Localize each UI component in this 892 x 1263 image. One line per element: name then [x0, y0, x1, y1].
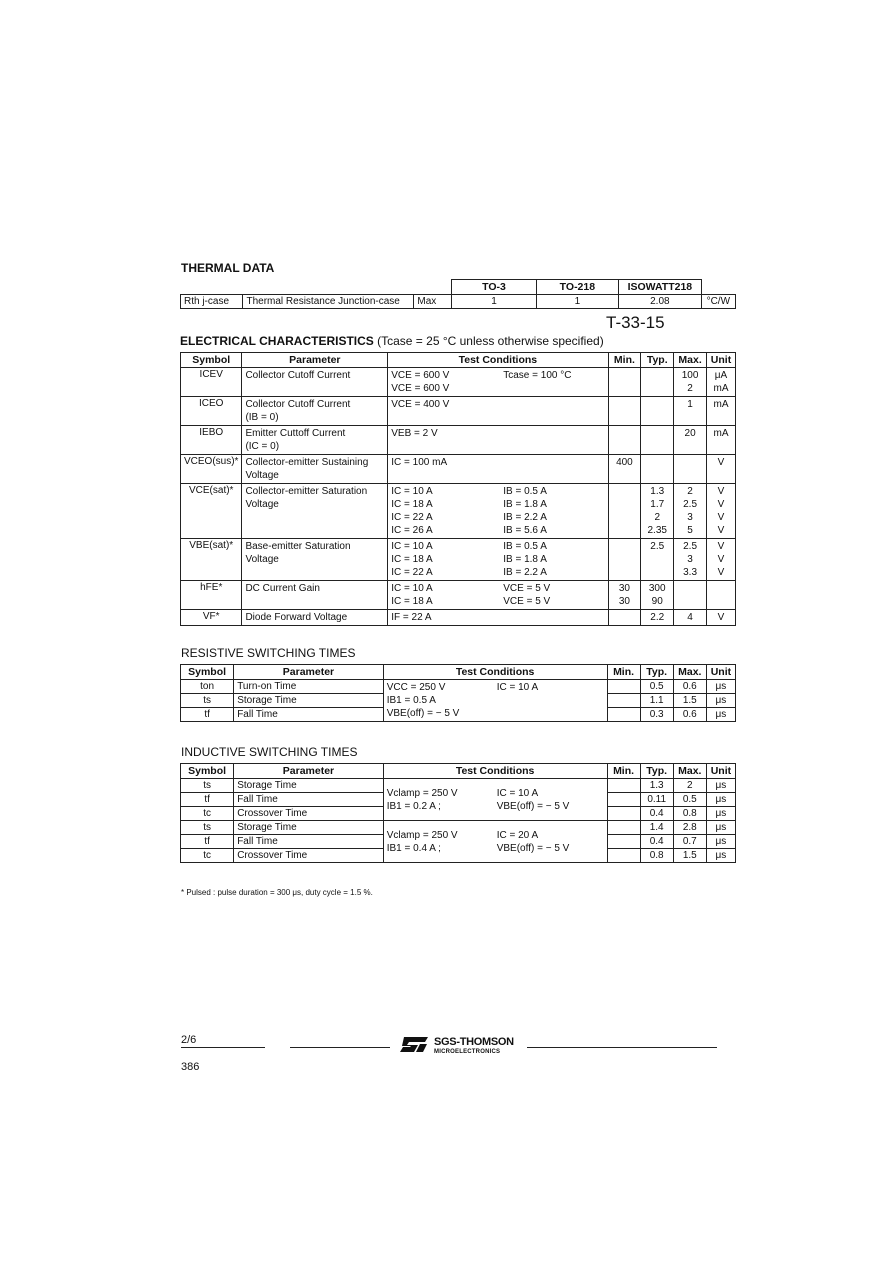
res-symbol: ton — [181, 680, 234, 694]
table-row — [181, 821, 736, 835]
elec-param-line: Voltage — [245, 499, 279, 510]
elec-cond-2: IB = 2.2 A — [503, 567, 547, 578]
thermal-value-to3: 1 — [452, 295, 536, 309]
elec-max — [674, 368, 707, 397]
ind-symbol: tf — [181, 835, 234, 849]
res-unit: μs — [706, 680, 735, 694]
elec-typ — [641, 539, 674, 581]
elec-unit-line: V — [717, 512, 725, 523]
elec-unit — [707, 610, 736, 626]
elec-param — [242, 610, 388, 626]
elec-symbol: IEBO — [181, 426, 242, 455]
ind-cond-ic-2: IC = 20 A — [496, 829, 539, 841]
elec-unit-line: mA — [713, 399, 729, 410]
footnote: * Pulsed : pulse duration = 300 μs, duty cycle = 1.5 %. — [181, 888, 373, 897]
ind-header-conditions: Test Conditions — [383, 764, 607, 779]
elec-symbol: hFE* — [181, 581, 242, 610]
res-header-min: Min. — [607, 665, 640, 680]
elec-max-line: 5 — [687, 525, 693, 536]
elec-min-line: 30 — [618, 583, 630, 594]
elec-cond-2: IB = 1.8 A — [503, 499, 547, 510]
ind-max: 2 — [673, 779, 706, 793]
elec-typ — [641, 455, 674, 484]
elec-max-line: 100 — [681, 370, 699, 381]
ind-unit: μs — [706, 807, 735, 821]
table-row — [181, 397, 736, 426]
elec-header-min: Min. — [608, 353, 641, 368]
elec-typ-line: 2.2 — [650, 612, 665, 623]
res-typ: 1.1 — [640, 694, 673, 708]
thermal-unit: °C/W — [701, 295, 735, 309]
ind-param: Storage Time — [234, 779, 384, 793]
res-max: 0.6 — [673, 708, 706, 722]
ind-max: 0.5 — [673, 793, 706, 807]
elec-min — [608, 368, 641, 397]
elec-cond: IC = 10 A — [391, 486, 433, 497]
thermal-symbol: Rth j-case — [181, 295, 243, 309]
elec-max-line: 4 — [687, 612, 693, 623]
st-logo-icon — [398, 1035, 430, 1053]
elec-header-symbol: Symbol — [181, 353, 242, 368]
table-row — [181, 779, 736, 793]
elec-max-line: 2 — [687, 383, 693, 394]
ind-header-symbol: Symbol — [181, 764, 234, 779]
elec-symbol: VBE(sat)* — [181, 539, 242, 581]
ind-typ: 0.11 — [640, 793, 673, 807]
ind-symbol: ts — [181, 779, 234, 793]
elec-cond-2: VCE = 5 V — [503, 596, 551, 607]
elec-typ-line: 1.3 — [650, 486, 665, 497]
ind-typ: 1.3 — [640, 779, 673, 793]
ind-header-typ: Typ. — [640, 764, 673, 779]
table-row — [181, 680, 736, 694]
elec-param-line: Emitter Cuttoff Current — [245, 428, 346, 439]
elec-max — [674, 610, 707, 626]
electrical-condition: (Tcase = 25 °C unless otherwise specified) — [377, 334, 604, 348]
elec-max — [674, 581, 707, 610]
elec-cond: VCE = 600 V — [391, 383, 450, 394]
elec-max-line: 3.3 — [683, 567, 698, 578]
elec-typ-line: 90 — [651, 596, 663, 607]
elec-param-line: Collector Cutoff Current — [245, 370, 351, 381]
res-typ: 0.3 — [640, 708, 673, 722]
elec-cond: IC = 100 mA — [391, 457, 448, 468]
thermal-qualifier: Max — [414, 295, 452, 309]
ind-param: Crossover Time — [234, 807, 384, 821]
brand-sub: MICROELECTRONICS — [434, 1049, 501, 1055]
thermal-title: THERMAL DATA — [181, 261, 275, 275]
table-row — [181, 610, 736, 626]
ind-symbol: ts — [181, 821, 234, 835]
elec-param-line: Diode Forward Voltage — [245, 612, 348, 623]
elec-unit-line: V — [717, 554, 725, 565]
res-param: Storage Time — [234, 694, 384, 708]
table-row — [181, 581, 736, 610]
elec-max — [674, 539, 707, 581]
ind-conditions-1 — [383, 779, 607, 821]
ind-cond-vbe: VBE(off) = − 5 V — [496, 800, 570, 812]
ind-unit: μs — [706, 793, 735, 807]
elec-typ — [641, 484, 674, 539]
ind-param: Fall Time — [234, 835, 384, 849]
electrical-table — [180, 352, 736, 626]
elec-unit-line: mA — [713, 428, 729, 439]
res-cond-ic: IC = 10 A — [496, 682, 539, 693]
ind-symbol: tc — [181, 807, 234, 821]
elec-min — [608, 484, 641, 539]
elec-unit-line: V — [717, 567, 725, 578]
elec-max-line: 3 — [687, 512, 693, 523]
elec-min — [608, 397, 641, 426]
table-row — [181, 455, 736, 484]
res-conditions — [383, 680, 607, 722]
elec-param — [242, 455, 388, 484]
elec-cond: VCE = 400 V — [391, 399, 450, 410]
ind-unit: μs — [706, 849, 735, 863]
res-cond-vbe: VBE(off) = − 5 V — [386, 708, 460, 719]
elec-header-max: Max. — [674, 353, 707, 368]
elec-unit-line: V — [717, 457, 725, 468]
elec-unit-line: V — [717, 525, 725, 536]
ind-cond-vclamp-2: Vclamp = 250 V — [386, 829, 458, 841]
table-row — [181, 539, 736, 581]
ind-cond-ib1: IB1 = 0.2 A ; — [386, 800, 441, 812]
elec-max — [674, 397, 707, 426]
ind-param: Crossover Time — [234, 849, 384, 863]
res-header-max: Max. — [673, 665, 706, 680]
elec-cond: IC = 22 A — [391, 512, 433, 523]
elec-cond: IC = 18 A — [391, 554, 433, 565]
ind-unit: μs — [706, 779, 735, 793]
ind-param: Storage Time — [234, 821, 384, 835]
elec-unit — [707, 368, 736, 397]
res-max: 1.5 — [673, 694, 706, 708]
thermal-header-to218: TO-218 — [536, 280, 618, 295]
thermal-table — [180, 279, 736, 309]
res-header-symbol: Symbol — [181, 665, 234, 680]
elec-min — [608, 581, 641, 610]
table-row — [181, 426, 736, 455]
elec-cond: IF = 22 A — [391, 612, 432, 623]
elec-param — [242, 426, 388, 455]
elec-unit — [707, 397, 736, 426]
ind-max: 2.8 — [673, 821, 706, 835]
thermal-header-to3: TO-3 — [452, 280, 536, 295]
elec-typ-line: 300 — [648, 583, 666, 594]
elec-conditions — [388, 397, 608, 426]
res-cond-vcc: VCC = 250 V — [386, 682, 446, 693]
ind-symbol: tf — [181, 793, 234, 807]
elec-min — [608, 539, 641, 581]
elec-max-line: 20 — [684, 428, 696, 439]
elec-conditions — [388, 484, 608, 539]
res-header-unit: Unit — [706, 665, 735, 680]
res-unit: μs — [706, 708, 735, 722]
elec-cond: IC = 26 A — [391, 525, 433, 536]
elec-min-line: 30 — [618, 596, 630, 607]
elec-param — [242, 539, 388, 581]
ind-header-max: Max. — [673, 764, 706, 779]
elec-typ — [641, 397, 674, 426]
elec-header-parameter: Parameter — [242, 353, 388, 368]
footer-rule-mid — [290, 1047, 390, 1048]
res-param: Turn-on Time — [234, 680, 384, 694]
elec-param-line: Voltage — [245, 470, 279, 481]
elec-typ-line: 2.5 — [650, 541, 665, 552]
elec-symbol: ICEO — [181, 397, 242, 426]
elec-min-line: 400 — [616, 457, 633, 468]
elec-max-line: 2.5 — [683, 499, 698, 510]
res-header-typ: Typ. — [640, 665, 673, 680]
elec-unit — [707, 581, 736, 610]
thermal-value-isowatt: 2.08 — [619, 295, 702, 309]
elec-min — [608, 455, 641, 484]
footer-rule-left — [181, 1047, 265, 1048]
elec-min — [608, 610, 641, 626]
elec-param-line: Collector-emitter Sustaining — [245, 457, 369, 468]
elec-max-line: 2 — [687, 486, 693, 497]
ind-typ: 0.4 — [640, 835, 673, 849]
ind-max: 0.7 — [673, 835, 706, 849]
elec-unit-line: V — [717, 541, 725, 552]
elec-symbol: VCEO(sus)* — [181, 455, 242, 484]
elec-conditions — [388, 610, 608, 626]
elec-param-line: Base-emitter Saturation — [245, 541, 351, 552]
thermal-parameter: Thermal Resistance Junction-case — [243, 295, 414, 309]
elec-cond: IC = 18 A — [391, 499, 433, 510]
ind-cond-vbe-2: VBE(off) = − 5 V — [496, 842, 570, 854]
ind-header-parameter: Parameter — [234, 764, 384, 779]
elec-cond-2: IB = 0.5 A — [503, 541, 547, 552]
elec-header-conditions: Test Conditions — [388, 353, 608, 368]
elec-param-line: Collector Cutoff Current — [245, 399, 351, 410]
ind-cond-ic: IC = 10 A — [496, 787, 539, 799]
res-symbol: ts — [181, 694, 234, 708]
inductive-title: INDUCTIVE SWITCHING TIMES — [181, 745, 358, 759]
elec-conditions — [388, 426, 608, 455]
brand-name: SGS-THOMSON — [434, 1036, 514, 1048]
res-header-conditions: Test Conditions — [383, 665, 607, 680]
elec-cond-2: IB = 2.2 A — [503, 512, 547, 523]
footer-rule-right — [527, 1047, 717, 1048]
elec-param — [242, 397, 388, 426]
elec-max — [674, 455, 707, 484]
electrical-title: ELECTRICAL CHARACTERISTICS — [180, 334, 374, 348]
elec-max — [674, 484, 707, 539]
res-max: 0.6 — [673, 680, 706, 694]
page-fraction: 2/6 — [181, 1034, 197, 1046]
ind-unit: μs — [706, 821, 735, 835]
elec-unit-line: μA — [714, 370, 728, 381]
ind-typ: 0.4 — [640, 807, 673, 821]
elec-unit — [707, 484, 736, 539]
table-row — [181, 484, 736, 539]
elec-conditions — [388, 539, 608, 581]
thermal-value-to218: 1 — [536, 295, 618, 309]
res-cond-ib1: IB1 = 0.5 A — [386, 695, 436, 706]
table-row — [181, 368, 736, 397]
ind-unit: μs — [706, 835, 735, 849]
elec-unit-line: V — [717, 486, 725, 497]
resistive-title: RESISTIVE SWITCHING TIMES — [181, 646, 356, 660]
elec-conditions — [388, 581, 608, 610]
elec-cond-2: VCE = 5 V — [503, 583, 551, 594]
res-header-parameter: Parameter — [234, 665, 384, 680]
res-symbol: tf — [181, 708, 234, 722]
thermal-header-isowatt: ISOWATT218 — [619, 280, 702, 295]
elec-cond: IC = 10 A — [391, 541, 433, 552]
elec-typ-line: 2 — [654, 512, 660, 523]
elec-param-line: (IB = 0) — [245, 412, 279, 423]
elec-cond-2: Tcase = 100 °C — [503, 370, 572, 381]
electrical-heading — [180, 334, 604, 348]
elec-param-line: DC Current Gain — [245, 583, 320, 594]
elec-typ — [641, 368, 674, 397]
elec-typ — [641, 426, 674, 455]
ind-cond-ib1-2: IB1 = 0.4 A ; — [386, 842, 441, 854]
elec-cond-2: IB = 1.8 A — [503, 554, 547, 565]
ind-max: 0.8 — [673, 807, 706, 821]
ind-typ: 0.8 — [640, 849, 673, 863]
elec-param — [242, 368, 388, 397]
ind-header-unit: Unit — [706, 764, 735, 779]
elec-symbol: ICEV — [181, 368, 242, 397]
elec-param — [242, 581, 388, 610]
elec-header-typ: Typ. — [641, 353, 674, 368]
elec-min — [608, 426, 641, 455]
elec-cond: VEB = 2 V — [391, 428, 438, 439]
elec-cond-2: IB = 0.5 A — [503, 486, 547, 497]
elec-param-line: (IC = 0) — [245, 441, 280, 452]
elec-typ-line: 1.7 — [650, 499, 665, 510]
ind-symbol: tc — [181, 849, 234, 863]
elec-typ-line: 2.35 — [647, 525, 667, 536]
ind-header-min: Min. — [607, 764, 640, 779]
ind-param: Fall Time — [234, 793, 384, 807]
ind-max: 1.5 — [673, 849, 706, 863]
elec-cond: VCE = 600 V — [391, 370, 450, 381]
elec-param-line: Voltage — [245, 554, 279, 565]
res-typ: 0.5 — [640, 680, 673, 694]
res-unit: μs — [706, 694, 735, 708]
resistive-table — [180, 664, 736, 722]
elec-max-line: 2.5 — [683, 541, 698, 552]
elec-unit-line: V — [717, 612, 725, 623]
elec-max-line: 3 — [687, 554, 693, 565]
elec-conditions — [388, 368, 608, 397]
ind-cond-vclamp: Vclamp = 250 V — [386, 787, 458, 799]
ind-typ: 1.4 — [640, 821, 673, 835]
elec-unit — [707, 539, 736, 581]
elec-unit — [707, 426, 736, 455]
ind-conditions-2 — [383, 821, 607, 863]
elec-typ — [641, 610, 674, 626]
inductive-table — [180, 763, 736, 863]
elec-header-unit: Unit — [707, 353, 736, 368]
elec-cond: IC = 22 A — [391, 567, 433, 578]
elec-symbol: VF* — [181, 610, 242, 626]
elec-unit-line: mA — [713, 383, 729, 394]
handwritten-note: T-33-15 — [606, 313, 665, 332]
elec-cond: IC = 10 A — [391, 583, 433, 594]
elec-max-line: 1 — [687, 399, 693, 410]
page-number: 386 — [181, 1061, 200, 1073]
elec-cond: IC = 18 A — [391, 596, 433, 607]
elec-conditions — [388, 455, 608, 484]
elec-unit — [707, 455, 736, 484]
elec-param-line: Collector-emitter Saturation — [245, 486, 368, 497]
elec-cond-2: IB = 5.6 A — [503, 525, 547, 536]
elec-param — [242, 484, 388, 539]
res-param: Fall Time — [234, 708, 384, 722]
elec-symbol: VCE(sat)* — [181, 484, 242, 539]
elec-typ — [641, 581, 674, 610]
elec-max — [674, 426, 707, 455]
elec-unit-line: V — [717, 499, 725, 510]
